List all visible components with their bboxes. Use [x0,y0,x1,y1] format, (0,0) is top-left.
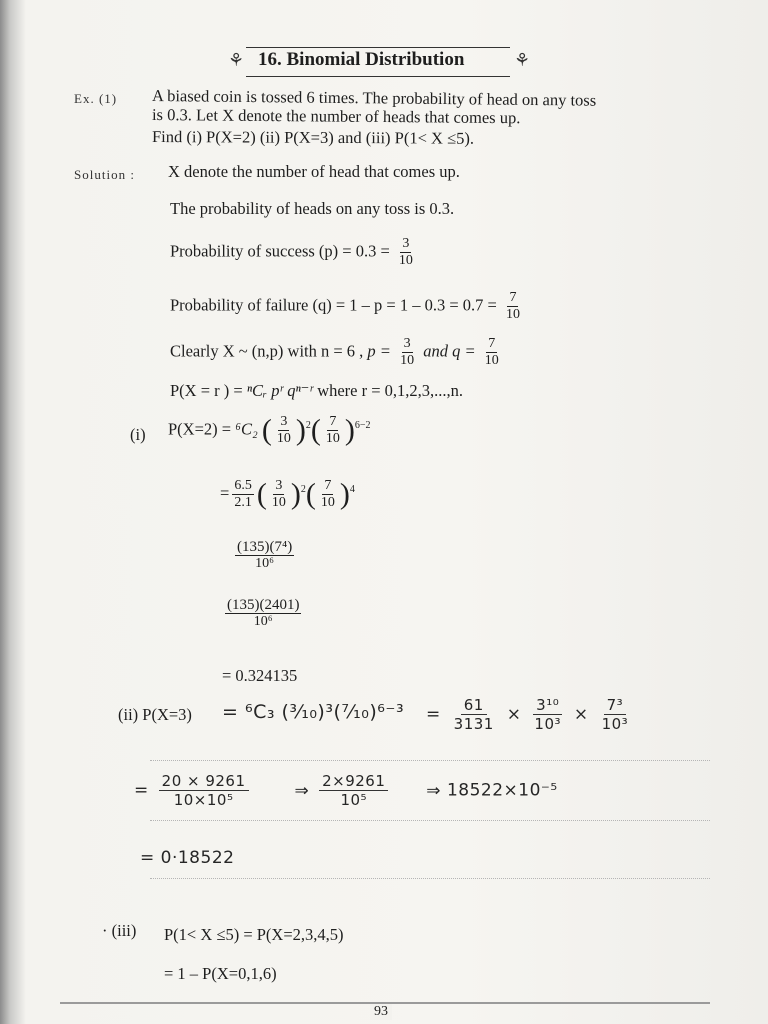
success-text: Probability of success (p) = 0.3 = [170,241,390,261]
part-i-lhs: P(X=2) = [168,419,232,439]
pmf-right: where r = 0,1,2,3,...,n. [317,381,464,400]
part-ii-f2-den: 10³ [534,715,562,733]
part-ii-times-1: × [506,704,522,725]
p-num: 3 [403,336,411,351]
part-ii-step3-num: 2×9261 [319,772,388,791]
part-iii-line-1: P(1< X ≤5) = P(X=2,3,4,5) [164,925,344,944]
pmf-expression: ⁿCᵣ pʳ qⁿ⁻ʳ [246,381,314,400]
part-ii-result: = 0·18522 [140,848,235,868]
p-fraction [398,336,416,369]
solution-line-2: The probability of heads on any toss is 0.3. [170,199,455,218]
p-label: p = [367,341,391,361]
part-i-f2-num: 7 [329,414,337,429]
part-i-line-2: = $\frac{6.5}{2.1}$ ( $\frac{3}{10}$ )$^2$( $\frac{7}{10}$ )$^4$ [220,477,355,511]
part-ii-f1-den: 3131 [453,715,494,733]
ruled-line [150,878,710,879]
p-den: 10 [400,353,415,368]
q-label: q = [452,341,476,361]
failure-num: 7 [509,290,517,305]
part-i-l2-exp-4: 4 [349,483,355,495]
success-fraction [397,236,415,269]
success-num: 3 [402,236,410,251]
page-number: 93 [370,1004,392,1020]
pmf-left: P(X = r ) = [170,381,243,400]
right-ornament-icon: ⚘ [514,50,531,70]
part-i-l2-exp-2: 2 [300,483,306,495]
part-ii-f1-num: 61 [461,696,487,715]
part-i-combination: ⁶C₂ [235,419,258,439]
failure-fraction [504,290,522,323]
part-i-exp-2: 2 [305,419,311,431]
clearly-text: Clearly X ~ (n,p) with n = 6 , [170,341,364,361]
part-i-f1-num: 3 [280,414,288,429]
part-i-l2-num: 6.5 [234,478,252,493]
q-den: 10 [484,353,499,368]
success-probability [170,236,418,269]
part-i-f1-den: 10 [276,431,291,446]
part-ii-step2-eq: = [134,780,149,801]
solution-label: Solution : [74,167,135,182]
part-i-l2-f2-den: 10 [320,495,335,510]
example-line-1: A biased coin is tossed 6 times. The probability of head on any toss [151,86,597,110]
part-i-line-4 [222,597,304,630]
left-ornament-icon: ⚘ [228,50,245,70]
part-ii-times-2: × [573,704,589,725]
implies-arrow-icon: ⇒ [426,780,442,801]
part-i-line-1: P(X=2) = ⁶C₂ ( $\frac{3}{10}$ )$^2$( $\frac{7}{10}$ )$^{6-2}$ [168,413,371,447]
part-i-f2-den: 10 [325,431,340,446]
ruled-line [150,760,710,761]
q-num: 7 [488,336,496,351]
part-ii-step2-den: 10×10⁵ [173,791,234,809]
success-den: 10 [398,253,413,268]
and-text: and [423,341,448,361]
part-i-l3-num: (135)(7⁴) [237,539,293,555]
part-iii-label: · (iii) [102,921,137,940]
example-line-2: is 0.3. Let X denote the number of heads that comes up. [151,105,521,128]
part-ii-f2-num: 3¹⁰ [533,696,562,715]
part-ii-product [426,696,635,733]
distribution-statement [170,336,504,369]
page-title: 16. Binomial Distribution [258,49,465,70]
example-label: Ex. (1) [74,91,118,106]
part-i-l2-f1-num: 3 [275,478,283,493]
part-i-l3-den: 10⁶ [255,556,275,571]
solution-line-1: X denote the number of head that comes up. [168,162,460,181]
part-ii-expression: = ⁶C₃ (³⁄₁₀)³(⁷⁄₁₀)⁶⁻³ [222,701,405,723]
part-i-l2-den: 2.1 [234,495,252,510]
part-ii-step4: 18522×10⁻⁵ [446,780,558,801]
part-i-result: = 0.324135 [222,666,298,685]
part-iii-line-2: = 1 – P(X=0,1,6) [164,964,277,983]
pmf-formula [170,381,463,401]
part-ii-f3-num: 7³ [604,696,627,715]
part-i-exp-6-2: 6−2 [354,419,371,431]
ruled-line [150,820,710,821]
part-i-l4-den: 10⁶ [253,614,273,629]
part-i-line-3 [232,539,297,572]
part-i-label: (i) [130,425,146,444]
part-i-l2-f1-den: 10 [271,495,286,510]
part-ii-step-2 [134,772,558,809]
q-fraction [483,336,501,369]
part-ii-eq: = [426,704,441,725]
failure-probability [170,290,525,323]
failure-text: Probability of failure (q) = 1 – p = 1 – 0.3 = 0.7 = [170,295,497,315]
example-line-3: Find (i) P(X=2) (ii) P(X=3) and (iii) P(1< X ≤5). [151,127,475,148]
failure-den: 10 [505,307,520,322]
part-ii-step2-num: 20 × 9261 [159,772,249,791]
part-ii-f3-den: 10³ [601,715,629,733]
part-ii-step3-den: 10⁵ [340,791,368,809]
part-i-l2-f2-num: 7 [324,478,332,493]
implies-arrow-icon: ⇒ [294,780,310,801]
part-i-l4-num: (135)(2401) [227,597,300,613]
part-ii-label: (ii) P(X=3) [118,705,192,724]
